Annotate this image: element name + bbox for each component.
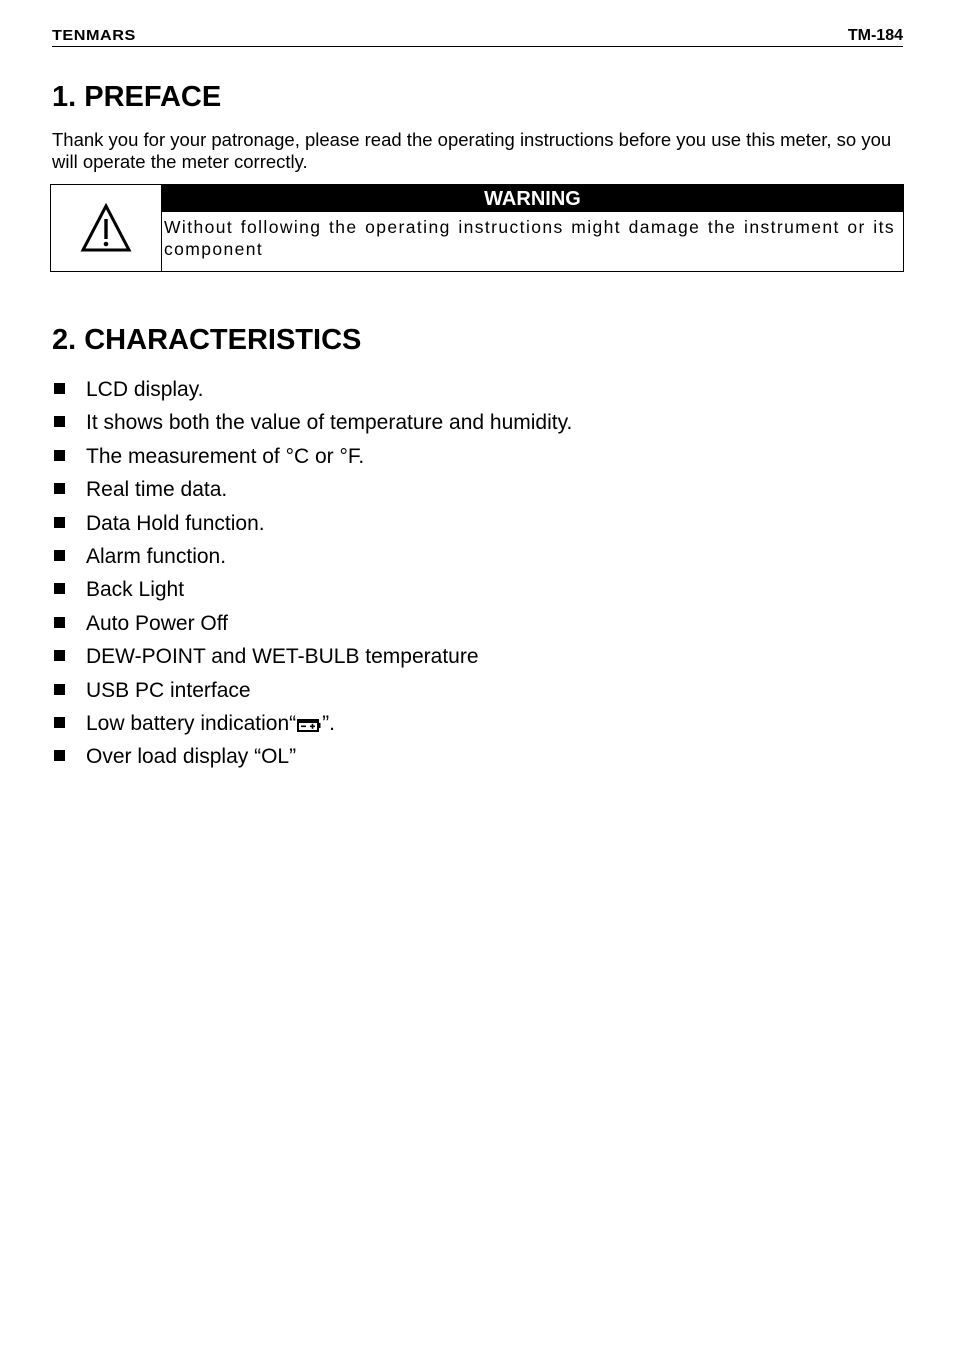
low-battery-suffix: ”. <box>322 711 335 735</box>
square-bullet-icon <box>54 750 65 761</box>
square-bullet-icon <box>54 416 65 427</box>
square-bullet-icon <box>54 717 65 728</box>
list-item <box>52 607 852 640</box>
list-item-text: The measurement of °C or °F. <box>86 444 365 468</box>
square-bullet-icon <box>54 550 65 561</box>
characteristics-heading: 2. CHARACTERISTICS <box>52 324 362 356</box>
list-item-text: USB PC interface <box>86 678 251 702</box>
square-bullet-icon <box>54 483 65 494</box>
preface-heading: 1. PREFACE <box>52 81 222 113</box>
low-battery-icon <box>297 717 321 733</box>
square-bullet-icon <box>54 383 65 394</box>
square-bullet-icon <box>54 450 65 461</box>
list-item-text: DEW-POINT and WET-BULB temperature <box>86 645 479 669</box>
list-item <box>52 473 852 506</box>
list-item-text: LCD display. <box>86 378 204 401</box>
warning-title: WARNING <box>162 185 903 212</box>
list-item-text: Back Light <box>86 578 185 602</box>
characteristics-list <box>52 373 852 774</box>
list-item-text: Real time data. <box>86 478 228 502</box>
square-bullet-icon <box>54 517 65 528</box>
square-bullet-icon <box>54 583 65 594</box>
page-header <box>52 26 903 47</box>
square-bullet-icon <box>54 684 65 695</box>
list-item <box>52 740 852 773</box>
list-item-text: Alarm function. <box>86 544 227 568</box>
preface-intro: Thank you for your patronage, please read the operating instructions before you use this meter, so you will operate the meter correctly. <box>52 129 892 172</box>
low-battery-prefix: Low battery indication“ <box>86 711 297 735</box>
list-item <box>52 540 852 573</box>
list-item <box>52 674 852 707</box>
list-item <box>52 440 852 473</box>
list-item <box>52 640 852 673</box>
list-item-text: Over load display “OL” <box>86 745 297 769</box>
brand-logo: TENMARS <box>52 27 136 44</box>
list-item <box>52 573 852 606</box>
square-bullet-icon <box>54 617 65 628</box>
warning-triangle-icon <box>80 203 132 253</box>
warning-text: Without following the operating instructions might damage the instrument or its component <box>164 217 895 259</box>
list-item <box>52 373 852 406</box>
list-item <box>52 406 852 439</box>
model-number: TM-184 <box>847 27 903 44</box>
list-item-low-battery <box>52 707 852 740</box>
list-item-text: Data Hold function. <box>86 511 265 535</box>
square-bullet-icon <box>54 650 65 661</box>
list-item <box>52 507 852 540</box>
warning-box <box>50 184 904 272</box>
warning-icon-cell <box>51 185 162 271</box>
list-item-text: It shows both the value of temperature and humidity. <box>86 411 573 435</box>
list-item-text: Auto Power Off <box>86 611 229 635</box>
